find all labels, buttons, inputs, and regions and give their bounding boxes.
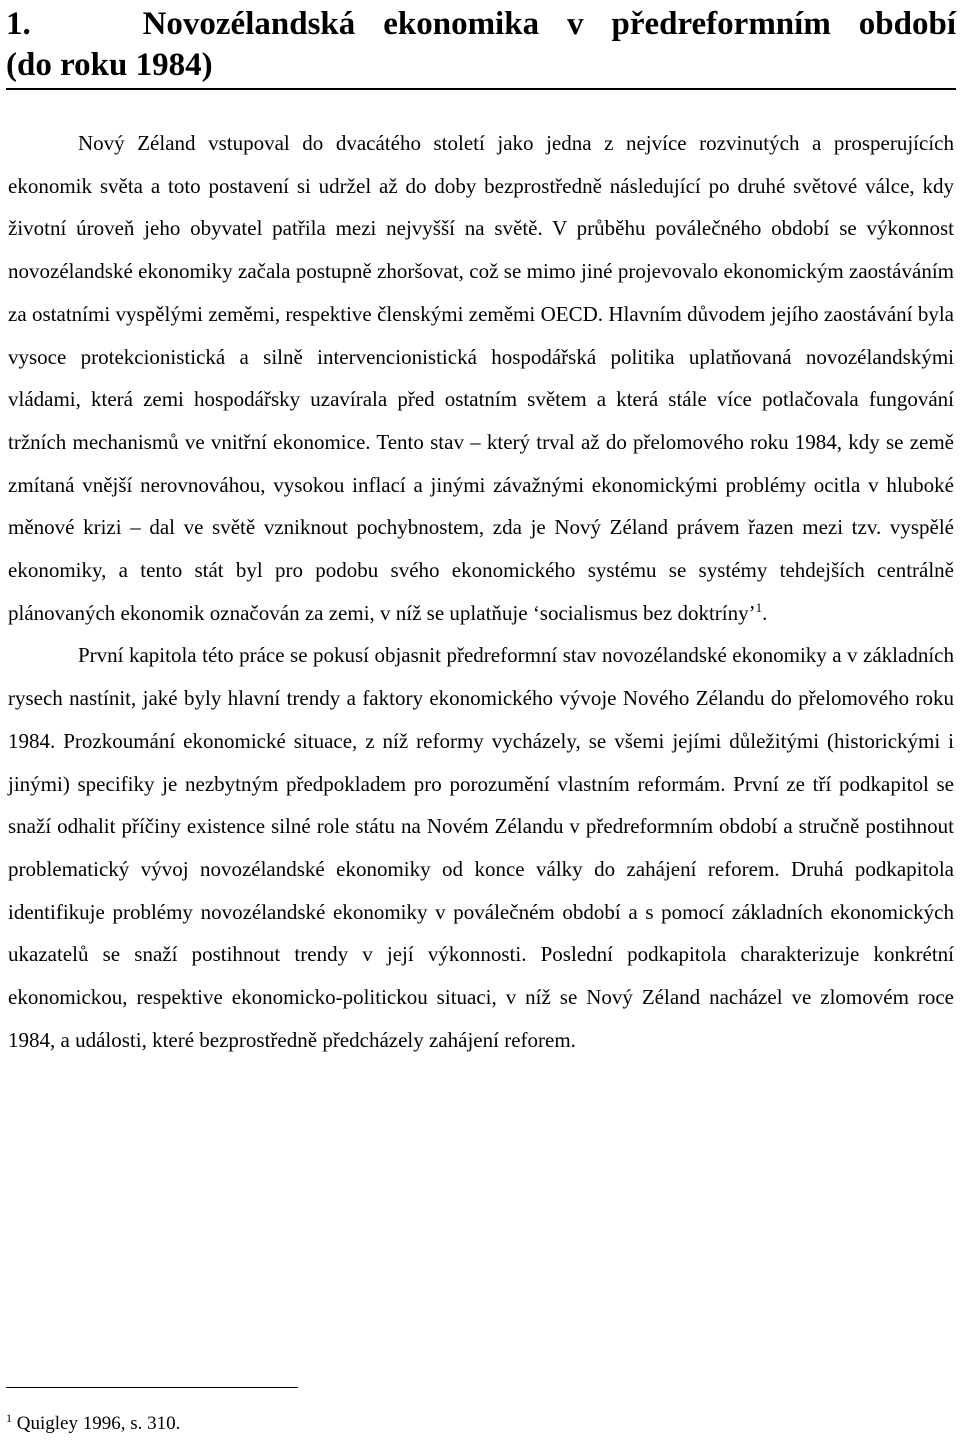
paragraph-2: První kapitola této práce se pokusí objasnit předreformní stav novozélandské ekonomiky a v základních rysech nastínit, jaké byly hlavní trendy a faktory ekonomického vývoje Nového Zélandu do přelomového roku 1984. Prozkoumání ekonomické situace, z níž reformy vycházely, se všemi jejími důležitými (historickými i jinými) specifiky je nezbytným předpokladem pro porozumění vlastním reformám. První ze tří podkapitol se snaží odhalit příčiny existence silné role státu na Novém Zélandu v předreformním období a stručně postihnout problematický vývoj novozélandské ekonomiky od konce války do zahájení reforem. Druhá podkapitola identifikuje problémy novozélandské ekonomiky v poválečném období a s pomocí základních ekonomických ukazatelů se snaží postihnout trendy v její výkonnosti. Poslední podkapitola charakterizuje konkrétní ekonomickou, respektive ekonomicko-politickou situaci, v níž se Nový Zéland nacházel ve zlomovém roce 1984, a události, které bezprostředně předcházely zahájení reforem. [8,643,954,1052]
paragraph-1-end: . [762,600,768,625]
chapter-number: 1. [6,6,31,42]
chapter-title-line-2: (do roku 1984) [6,47,213,83]
chapter-heading-line-1 [6,4,956,45]
body-text [8,122,954,1061]
heading-underline [6,88,956,90]
chapter-title-line-1: Novozélandská ekonomika v předreformním období [142,6,956,42]
footnote [6,1412,180,1436]
footnote-text: Quigley 1996, s. 310. [16,1413,181,1434]
footnote-number: 1 [6,1411,12,1425]
paragraph-1-text: Nový Zéland vstupoval do dvacátého století jako jedna z nejvíce rozvinutých a prosperujících ekonomik světa a toto postavení si udržel až do doby bezprostředně následující po druhé světové válce, kdy životní úroveň jeho obyvatel patřila mezi nejvyšší na světě. V průběhu poválečného období se výkonnost novozélandské ekonomiky začala postupně zhoršovat, což se mimo jiné projevovalo ekonomickým zaostáváním za ostatními vyspělými zeměmi, respektive členskými zeměmi OECD. Hlavním důvodem jejího zaostávání byla vysoce protekcionistická a silně intervencionistická hospodářská politika uplatňovaná novozélandskými vládami, která zemi hospodářsky uzavírala před ostatním světem a která stále více potlačovala fungování tržních mechanismů ve vnitřní ekonomice. Tento stav – který trval až do přelomového roku 1984, kdy se země zmítaná vnější nerovnováhou, vysokou inflací a jinými závažnými ekonomickými problémy ocitla v hluboké měnové krizi – dal ve světě vzniknout pochybnostem, zda je Nový Zéland právem řazen mezi tzv. vyspělé ekonomiky, a tento stát byl pro podobu svého ekonomického systému se systémy tehdejších centrálně plánovaných ekonomik označován za zemi, v níž se uplatňuje ‘socialismus bez doktríny’ [8,131,954,625]
paragraph-1 [8,122,954,634]
footnote-separator [6,1387,298,1388]
footnote-reference[interactable]: 1 [755,599,763,615]
chapter-heading [6,4,956,86]
